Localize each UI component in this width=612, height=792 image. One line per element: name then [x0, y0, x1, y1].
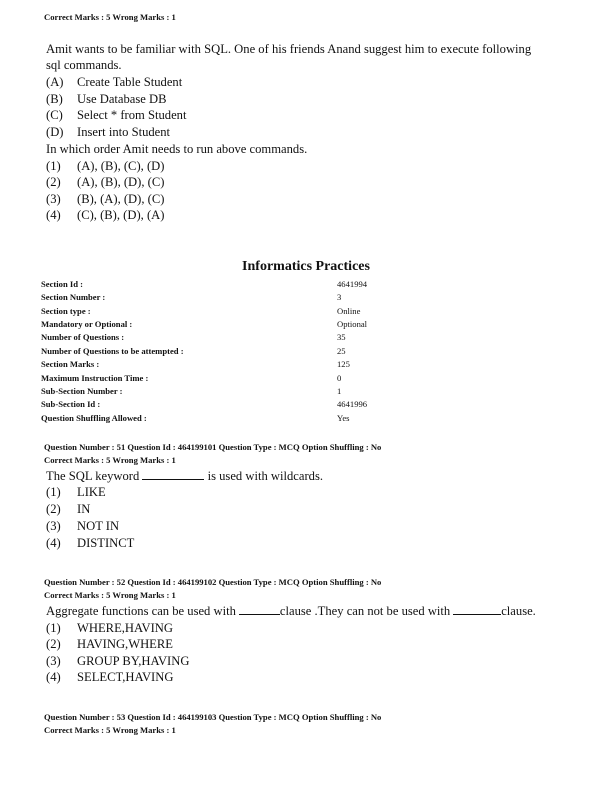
- section-field-label: Sub-Section Id :: [41, 399, 101, 409]
- option-label: (3): [46, 654, 61, 668]
- option-text: DISTINCT: [77, 536, 135, 550]
- section-field-value: 4641996: [337, 399, 368, 409]
- option-label: (4): [46, 536, 61, 550]
- question-text: [46, 469, 323, 484]
- marks-line: Correct Marks : 5 Wrong Marks : 1: [44, 725, 176, 735]
- question-text-part: clause .They can not be used with: [279, 604, 451, 618]
- section-field-value: Online: [337, 306, 361, 316]
- section-field-label: Number of Questions :: [41, 332, 125, 342]
- question-text-part: The SQL keyword: [46, 469, 143, 483]
- question-text-part: Aggregate functions can be used with: [46, 604, 236, 618]
- section-field-label: Sub-Section Number :: [41, 386, 123, 396]
- statement-label: (B): [46, 92, 63, 106]
- answer-option: [46, 621, 173, 636]
- option-label: (2): [46, 637, 61, 651]
- answer-option: [46, 536, 134, 551]
- option-label: (1): [46, 485, 61, 499]
- marks-line: Correct Marks : 5 Wrong Marks : 1: [44, 12, 176, 22]
- answer-blank: [453, 604, 501, 615]
- statement-text: Use Database DB: [77, 92, 167, 106]
- answer-option: [46, 654, 189, 669]
- option-label: (1): [46, 159, 61, 173]
- answer-option: [46, 159, 164, 174]
- section-field-value: Optional: [337, 319, 368, 329]
- question-text-line: Amit wants to be familiar with SQL. One of his friends Anand suggest him to execute following: [46, 42, 532, 56]
- option-text: LIKE: [77, 485, 106, 499]
- option-label: (3): [46, 192, 61, 206]
- section-field-value: 3: [337, 292, 342, 302]
- answer-option: [46, 485, 106, 500]
- option-text: NOT IN: [77, 519, 120, 533]
- option-text: GROUP BY,HAVING: [77, 654, 190, 668]
- option-label: (1): [46, 621, 61, 635]
- question-prompt: In which order Amit needs to run above commands.: [46, 142, 308, 156]
- answer-option: [46, 192, 164, 207]
- statement-item: [46, 92, 167, 107]
- statement-text: Create Table Student: [77, 75, 183, 89]
- statement-item: [46, 108, 186, 123]
- statement-text: Select * from Student: [77, 108, 187, 122]
- answer-option: [46, 637, 173, 652]
- answer-option: [46, 670, 173, 685]
- statement-label: (C): [46, 108, 63, 122]
- question-text-part: is used with wildcards.: [204, 469, 323, 483]
- section-field-value: 35: [337, 332, 346, 342]
- section-field-value: Yes: [337, 413, 350, 423]
- answer-option: [46, 502, 90, 517]
- section-field-label: Question Shuffling Allowed :: [41, 413, 147, 423]
- option-text: HAVING,WHERE: [77, 637, 173, 651]
- question-text: [46, 604, 536, 619]
- answer-blank: [142, 469, 204, 480]
- option-text: (A), (B), (D), (C): [77, 175, 165, 189]
- answer-option: [46, 175, 164, 190]
- section-field-value: 1: [337, 386, 342, 396]
- option-text: (B), (A), (D), (C): [77, 192, 165, 206]
- section-field-label: Number of Questions to be attempted :: [41, 346, 184, 356]
- option-label: (3): [46, 519, 61, 533]
- marks-line: Correct Marks : 5 Wrong Marks : 1: [44, 590, 176, 600]
- statement-item: [46, 75, 182, 90]
- section-field-label: Section Number :: [41, 292, 106, 302]
- question-text-line: sql commands.: [46, 58, 122, 72]
- section-field-value: 4641994: [337, 279, 368, 289]
- option-label: (2): [46, 502, 61, 516]
- statement-text: Insert into Student: [77, 125, 171, 139]
- answer-option: [46, 519, 119, 534]
- section-field-value: 25: [337, 346, 346, 356]
- section-title: Informatics Practices: [242, 259, 370, 274]
- option-text: IN: [77, 502, 91, 516]
- option-label: (4): [46, 208, 61, 222]
- question-text-part: clause.: [501, 604, 536, 618]
- statement-item: [46, 125, 170, 140]
- statement-label: (A): [46, 75, 64, 89]
- marks-line: Correct Marks : 5 Wrong Marks : 1: [44, 455, 176, 465]
- answer-blank: [239, 604, 280, 615]
- option-text: SELECT,HAVING: [77, 670, 174, 684]
- section-field-label: Section Id :: [41, 279, 84, 289]
- option-text: WHERE,HAVING: [77, 621, 173, 635]
- question-header: Question Number : 51 Question Id : 464199101 Question Type : MCQ Option Shuffling : No: [44, 442, 382, 452]
- section-field-label: Section Marks :: [41, 359, 100, 369]
- section-field-label: Mandatory or Optional :: [41, 319, 133, 329]
- question-header: Question Number : 52 Question Id : 464199102 Question Type : MCQ Option Shuffling : No: [44, 577, 382, 587]
- option-text: (C), (B), (D), (A): [77, 208, 165, 222]
- question-header: Question Number : 53 Question Id : 464199103 Question Type : MCQ Option Shuffling : No: [44, 712, 382, 722]
- section-field-value: 125: [337, 359, 350, 369]
- statement-label: (D): [46, 125, 64, 139]
- option-text: (A), (B), (C), (D): [77, 159, 165, 173]
- section-field-value: 0: [337, 373, 342, 383]
- option-label: (2): [46, 175, 61, 189]
- option-label: (4): [46, 670, 61, 684]
- answer-option: [46, 208, 164, 223]
- section-field-label: Section type :: [41, 306, 91, 316]
- section-field-label: Maximum Instruction Time :: [41, 373, 149, 383]
